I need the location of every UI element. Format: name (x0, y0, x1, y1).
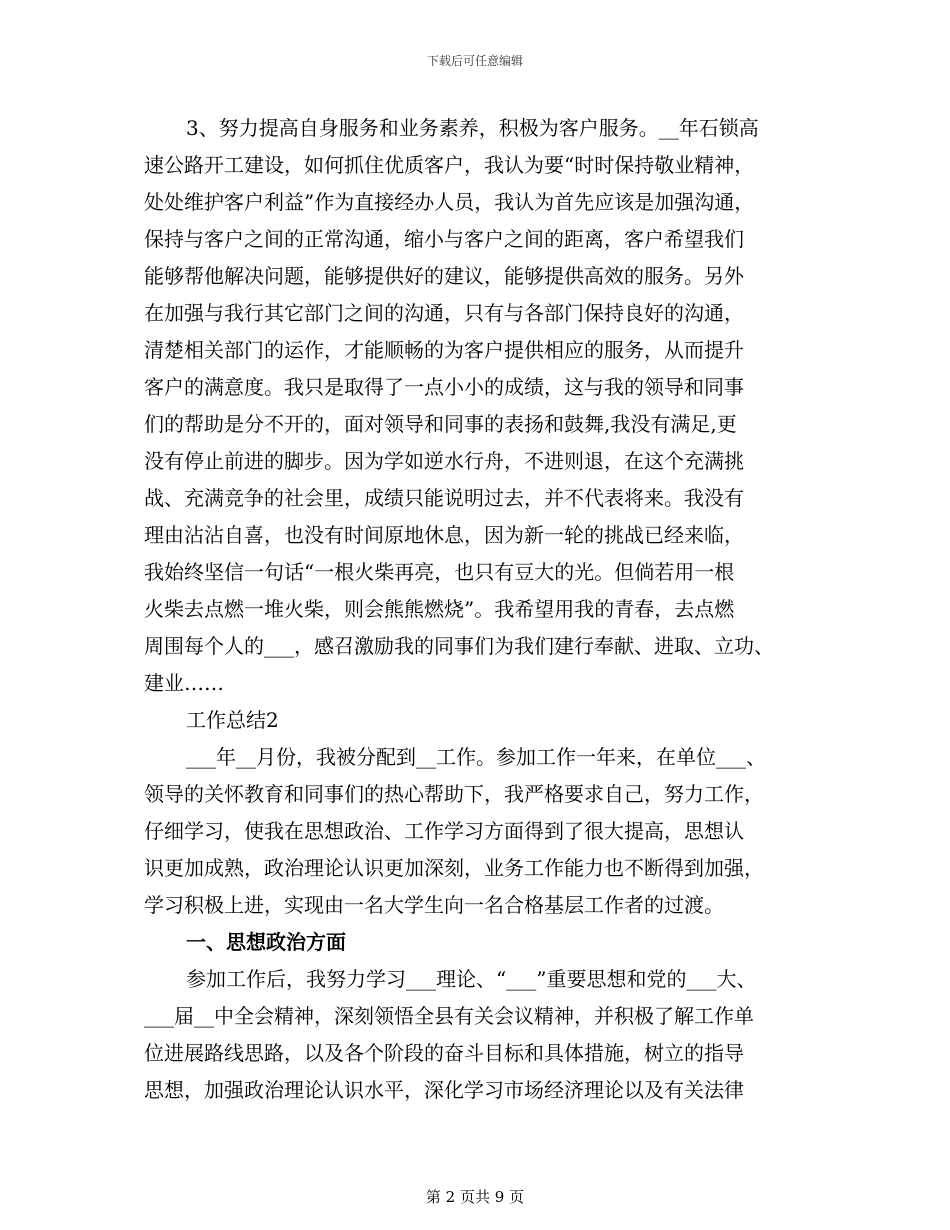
paragraph-line: 建业…… (144, 671, 224, 695)
paragraph-line: 我始终坚信一句话“一根火柴再亮，也只有豆大的光。但倘若用一根 (144, 560, 735, 584)
paragraph-line: 思想，加强政治理论认识水平，深化学习市场经济理论以及有关法律 (144, 1078, 744, 1102)
paragraph-line: 能够帮他解决问题，能够提供好的建议，能够提供高效的服务。另外 (144, 264, 744, 288)
paragraph-line: ___届__中全会精神，深刻领悟全县有关会议精神，并积极了解工作单 (144, 1004, 754, 1028)
paragraph-line: 清楚相关部门的运作，才能顺畅的为客户提供相应的服务，从而提升 (144, 338, 744, 362)
paragraph-line: 客户的满意度。我只是取得了一点小小的成绩，这与我的领导和同事 (144, 375, 744, 399)
paragraph-line: 在加强与我行其它部门之间的沟通，只有与各部门保持良好的沟通， (144, 301, 744, 325)
paragraph-line: 仔细学习，使我在思想政治、工作学习方面得到了很大提高，思想认 (144, 819, 744, 843)
section-heading: 一、思想政治方面 (186, 930, 346, 954)
paragraph-line: 学习积极上进，实现由一名大学生向一名合格基层工作者的过渡。 (144, 893, 724, 917)
page-header: 下载后可任意编辑 (426, 54, 523, 68)
paragraph-line: 领导的关怀教育和同事们的热心帮助下，我严格要求自己，努力工作， (144, 782, 764, 806)
paragraph-line: 战、充满竞争的社会里，成绩只能说明过去，并不代表将来。我没有 (144, 486, 744, 510)
paragraph-line: 位进展路线思路，以及各个阶段的奋斗目标和具体措施，树立的指导 (144, 1041, 744, 1065)
section-title: 工作总结2 (186, 708, 279, 732)
paragraph-line: 周围每个人的___，感召激励我的同事们为我们建行奉献、进取、立功、 (144, 634, 774, 658)
paragraph-line: 火柴去点燃一堆火柴，则会熊熊燃烧”。我希望用我的青春，去点燃 (144, 597, 735, 621)
paragraph-line: 参加工作后，我努力学习___理论、“___”重要思想和党的___大、 (186, 967, 757, 991)
paragraph-line: 保持与客户之间的正常沟通，缩小与客户之间的距离，客户希望我们 (144, 227, 744, 251)
paragraph-line: 理由沾沾自喜，也没有时间原地休息，因为新一轮的挑战已经来临， (144, 523, 744, 547)
paragraph-line: ___年__月份，我被分配到__工作。参加工作一年来，在单位___、 (186, 745, 766, 769)
paragraph-line: 速公路开工建设，如何抓住优质客户，我认为要“时时保持敬业精神， (144, 153, 755, 177)
paragraph-line: 们的帮助是分不开的，面对领导和同事的表扬和鼓舞,我没有满足,更 (144, 412, 737, 436)
page-number: 第 2 页共 9 页 (425, 1188, 525, 1206)
paragraph-line: 识更加成熟，政治理论认识更加深刻，业务工作能力也不断得到加强， (144, 856, 764, 880)
paragraph-line: 3、努力提高自身服务和业务素养，积极为客户服务。__年石锁高 (186, 116, 759, 140)
paragraph-line: 处处维护客户利益”作为直接经办人员，我认为首先应该是加强沟通， (144, 190, 755, 214)
paragraph-line: 没有停止前进的脚步。因为学如逆水行舟，不进则退，在这个充满挑 (144, 449, 744, 473)
